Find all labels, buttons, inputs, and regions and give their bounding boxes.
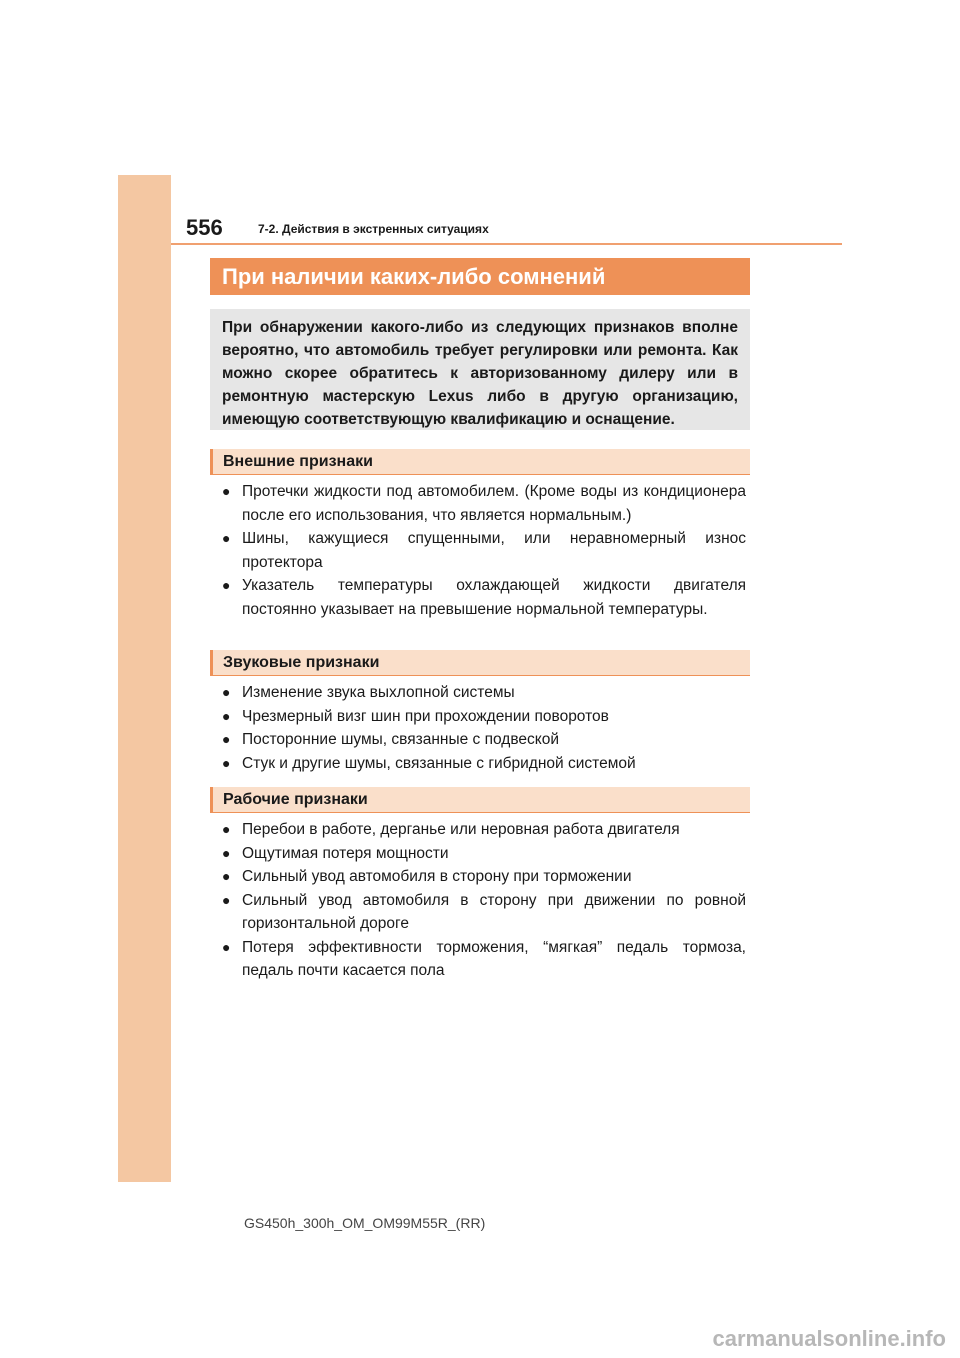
section-header: 7-2. Действия в экстренных ситуациях — [258, 222, 489, 236]
list-item — [222, 752, 746, 776]
list-item — [222, 889, 746, 936]
main-title: При наличии каких-либо сомнений — [210, 258, 750, 295]
list-item — [222, 705, 746, 729]
intro-box: При обнаружении какого-либо из следующих признаков вполне вероятно, что автомобиль требует регулировки или ремонта. Как можно скорее обратитесь к авторизованному дилеру или в ремонтную мастерскую Lexus либо в другую организацию, имеющую соответствующую квалификацию и оснащение. — [210, 309, 750, 430]
bullet-icon: ● — [222, 731, 231, 747]
list-item-text: Ощутимая потеря мощности — [242, 844, 449, 862]
subheader-operating-signs: Рабочие признаки — [210, 787, 750, 813]
list-item — [222, 574, 746, 621]
list-item — [222, 728, 746, 752]
list-item — [222, 480, 746, 527]
bullet-icon: ● — [222, 891, 231, 908]
bullet-icon: ● — [222, 707, 231, 724]
list-item — [222, 527, 746, 574]
list-sound-signs — [222, 681, 746, 775]
subheader-external-signs: Внешние признаки — [210, 449, 750, 475]
list-item-text: Сильный увод автомобиля в сторону при движении по ровной горизонтальной дороге — [242, 891, 746, 932]
bullet-icon: ● — [222, 844, 231, 861]
list-item — [222, 681, 746, 705]
list-item-text: Посторонние шумы, связанные с подвеской — [242, 731, 559, 748]
page-number: 556 — [186, 215, 223, 240]
header-rule — [171, 243, 842, 245]
subheader-sound-signs: Звуковые признаки — [210, 650, 750, 676]
list-item-text: Шины, кажущиеся спущенными, или неравномерный износ протектора — [242, 530, 746, 571]
list-item-text: Указатель температуры охлаждающей жидкости двигателя постоянно указывает на превышение нормальной температуры. — [242, 577, 746, 618]
side-color-band — [118, 175, 171, 1182]
list-item — [222, 865, 746, 889]
bullet-icon: ● — [222, 938, 231, 955]
list-item-text: Протечки жидкости под автомобилем. (Кроме воды из кондиционера после его использования, что является нормальным.) — [242, 483, 746, 524]
bullet-icon: ● — [222, 754, 231, 771]
list-item-text: Изменение звука выхлопной системы — [242, 684, 515, 701]
list-external-signs — [222, 480, 746, 621]
footer-model-code: GS450h_300h_OM_OM99M55R_(RR) — [244, 1215, 486, 1231]
bullet-icon: ● — [222, 577, 231, 593]
list-item — [222, 936, 746, 983]
bullet-icon: ● — [222, 821, 231, 837]
bullet-icon: ● — [222, 868, 231, 884]
list-item — [222, 818, 746, 842]
list-item-text: Стук и другие шумы, связанные с гибридной системой — [242, 754, 636, 772]
list-item-text: Сильный увод автомобиля в сторону при торможении — [242, 868, 632, 885]
list-item — [222, 842, 746, 866]
list-item-text: Перебои в работе, дерганье или неровная работа двигателя — [242, 821, 680, 838]
bullet-icon: ● — [222, 483, 231, 499]
list-item-text: Потеря эффективности торможения, “мягкая” педаль тормоза, педаль почти касается пола — [242, 938, 746, 979]
bullet-icon: ● — [222, 684, 231, 700]
list-item-text: Чрезмерный визг шин при прохождении поворотов — [242, 707, 609, 725]
list-operating-signs — [222, 818, 746, 983]
bullet-icon: ● — [222, 530, 231, 546]
watermark: carmanualsonline.info — [712, 1326, 946, 1351]
